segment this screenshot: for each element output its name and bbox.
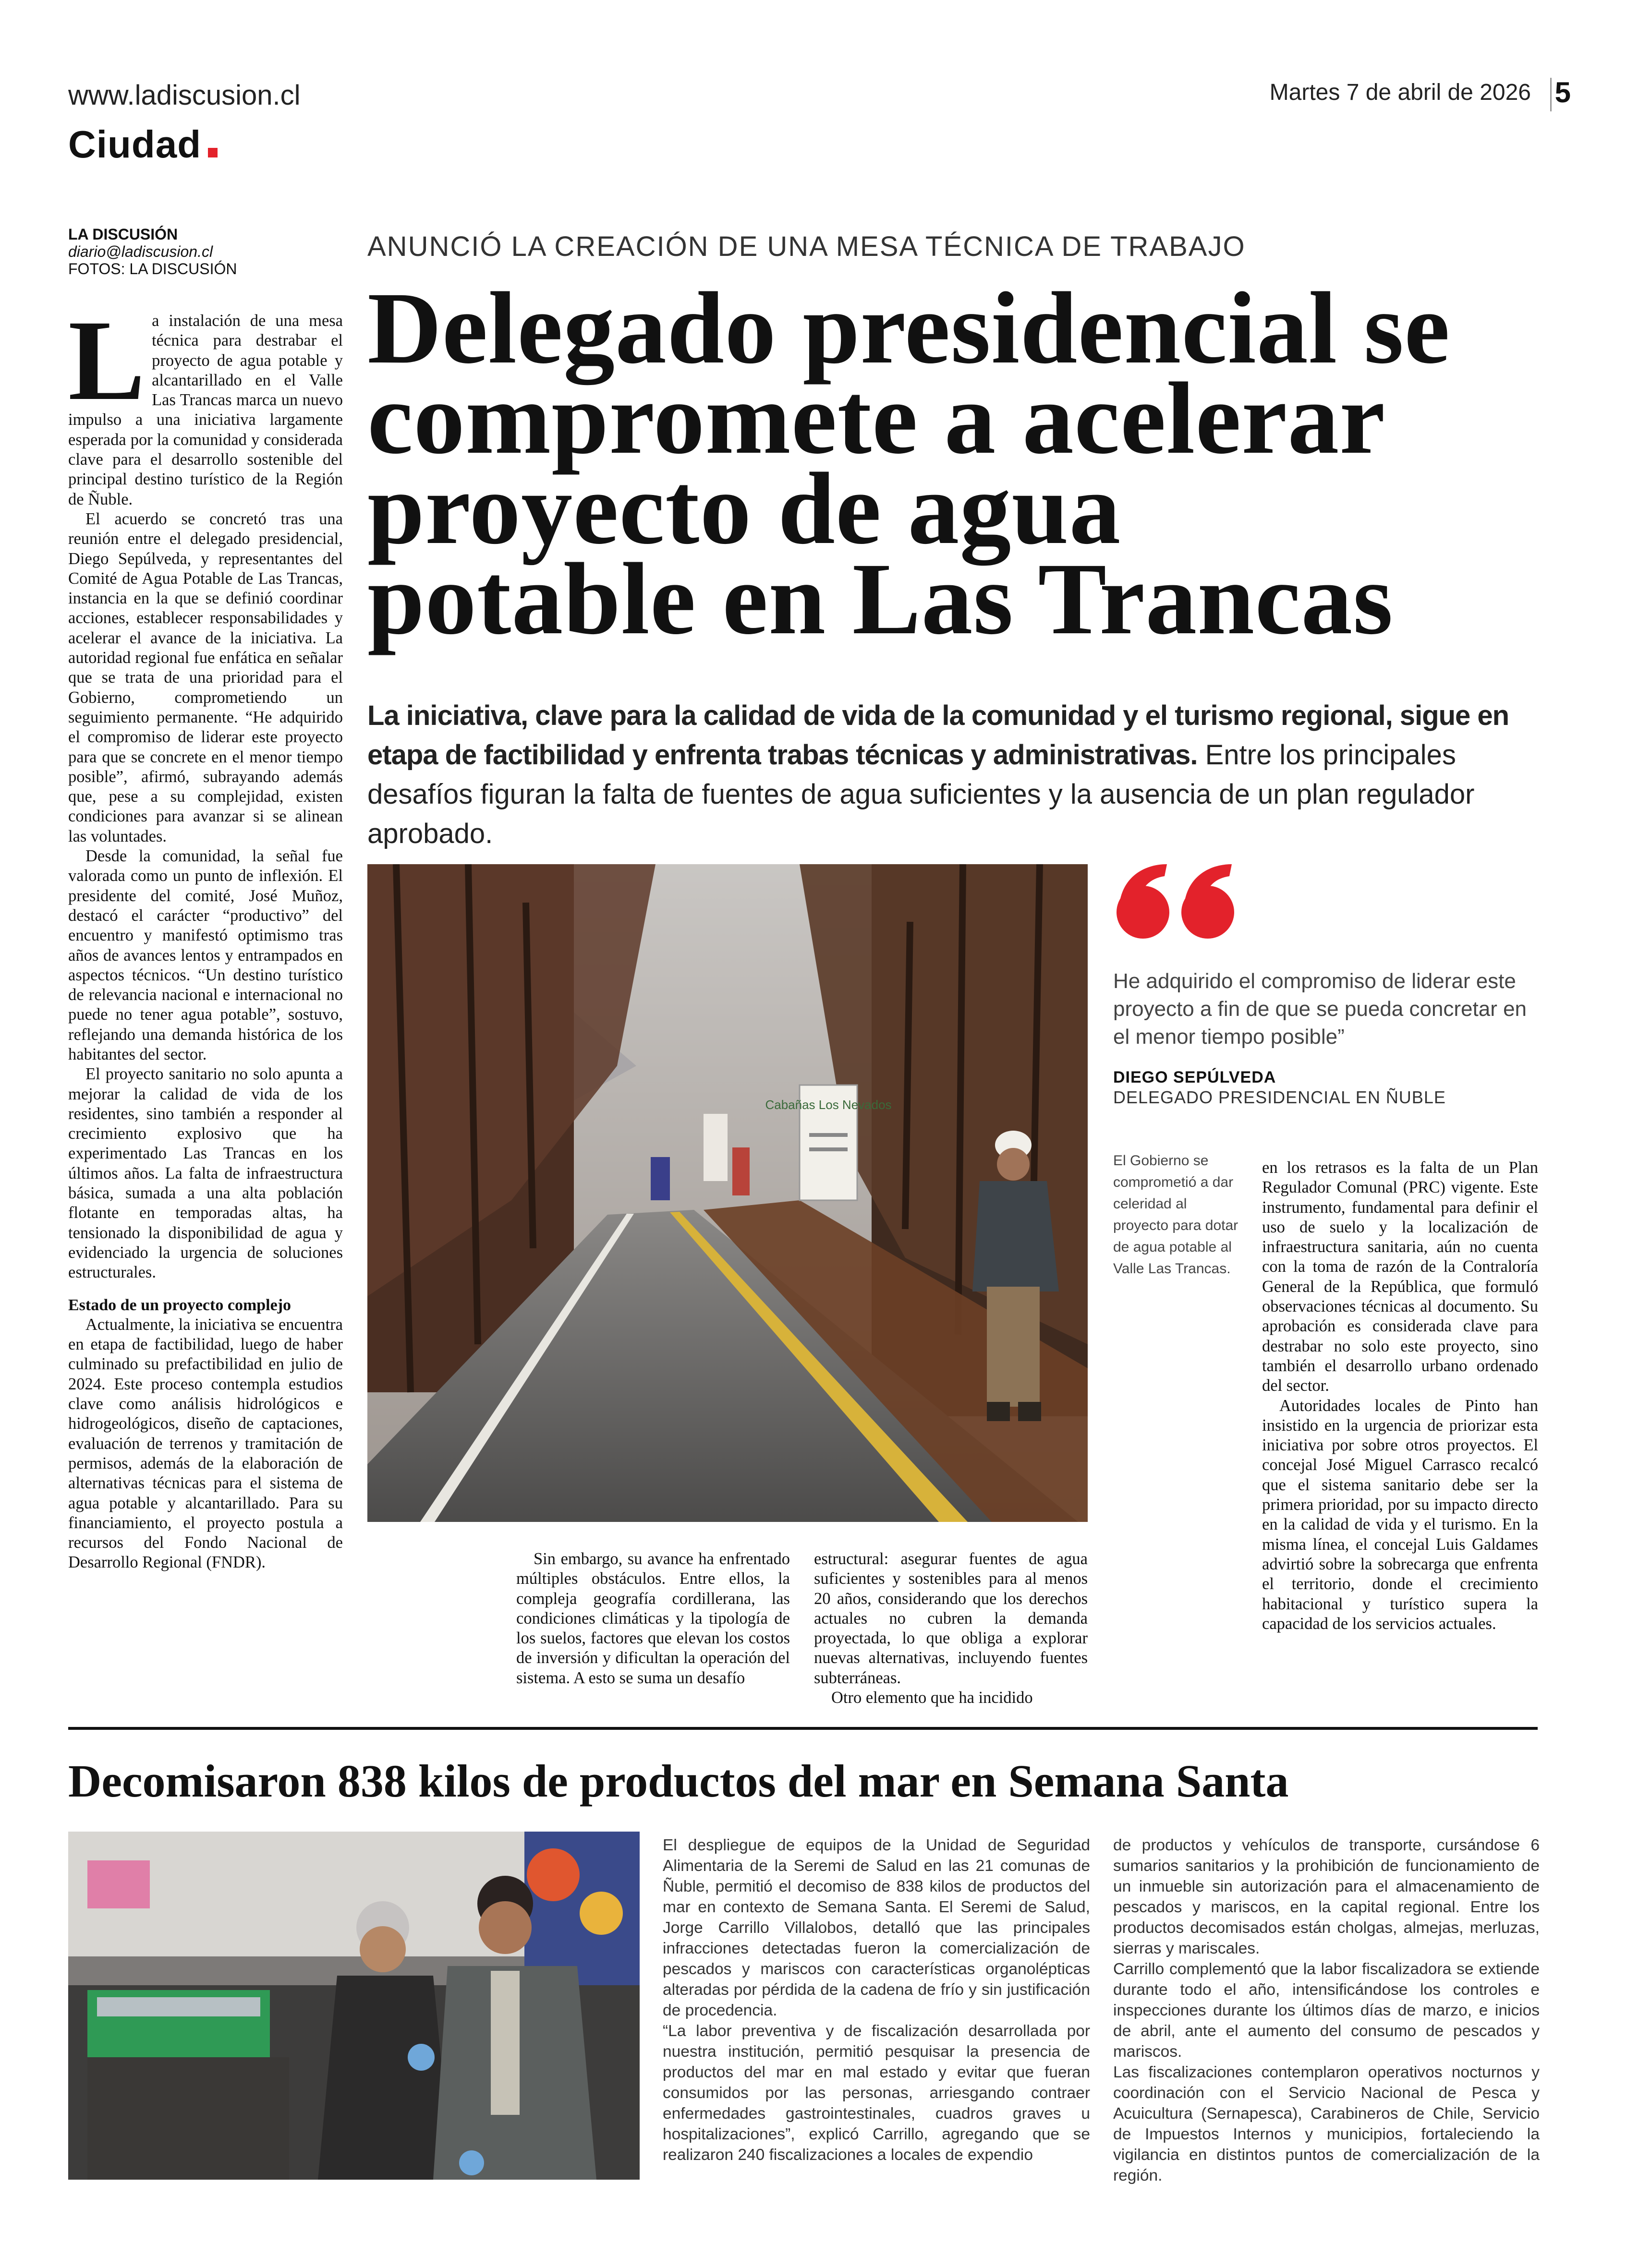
main-headline [367, 271, 1544, 656]
issue-date: Martes 7 de abril de 2026 [1269, 80, 1531, 105]
page-separator [1550, 78, 1552, 111]
headline-line: potable en Las Trancas [367, 542, 1394, 656]
quote-author: DIEGO SEPÚLVEDA [1113, 1068, 1276, 1086]
site-url[interactable]: www.ladiscusion.cl [68, 80, 301, 111]
article-column-3 [814, 1549, 1088, 1708]
page-number: 5 [1554, 76, 1571, 109]
paragraph: Actualmente, la iniciativa se encuentra en etapa de factibilidad, luego de haber culminado su prefactibilidad en julio de 2024. Este proceso contempla estudios clave como análisis hidrológicos e hidrogeológicos, diseño de captaciones, evaluación de terrenos y tramitación de permisos, además de la elaboración de alternativas técnicas para el sistema de agua potable y alcantarillado. Para su financiamiento, el proyecto postula a recursos del Fondo Nacional de Desarrollo Regional (FNDR). [68, 1315, 343, 1572]
paragraph: a instalación de una mesa técnica para destrabar el proyecto de agua potable y alcantarillado en el Valle Las Trancas marca un nuevo impulso a una iniciativa largamente esperada por la comunidad y considerada clave para el desarrollo sostenible del principal destino turístico de la Región de Ñuble. [68, 312, 343, 508]
main-photo [367, 864, 1088, 1522]
paragraph: Las fiscalizaciones contemplaron operativos nocturnos y coordinación con el Servicio Nacional de Pesca y Acuicultura (Sernapesca), Carabineros de Chile, Servicio de Impuestos Internos y municipios, fortaleciendo la vigilancia en distintos puntos de comercialización de la región. [1113, 2063, 1540, 2184]
paragraph: estructural: asegurar fuentes de agua suficientes y sostenibles para al menos 20 años, considerando que los derechos actuales no cubren la demanda proyectada, lo que obliga a explorar nuevas alternativas, incluyendo fuentes subterráneas. [814, 1550, 1088, 1687]
sign-text: Cabañas Los Nevados [765, 1098, 892, 1112]
paragraph: Otro elemento que ha incidido [831, 1689, 1033, 1707]
inspection-photo-illustration [68, 1832, 640, 2180]
paragraph: El proyecto sanitario no solo apunta a mejorar la calidad de vida de los residentes, sino también a responder al crecimiento explosivo que ha experimentado Las Trancas en los últimos años. La falta de infraestructura básica, sumada a una alta población flotante en temporadas altas, ha tensionado la disponibilidad de agua y evidenciado la urgencia de soluciones estructurales. [68, 1065, 343, 1282]
paragraph: en los retrasos es la falta de un Plan Regulador Comunal (PRC) vigente. Este instrumento, fundamental para definir el uso de suelo y la localización de infraestructura sanitaria, aún no cuenta con la toma de razón de la Contraloría General de la República, que formuló observaciones técnicas al documento. Su aprobación es considerada clave para destrabar no solo este proyecto, sino también el desarrollo urbano ordenado del sector. [1262, 1158, 1538, 1395]
second-article-column-2 [1113, 1835, 1540, 2186]
dropcap: L [68, 296, 146, 424]
section-label: Ciudad [68, 123, 202, 166]
section-rule [68, 1727, 1538, 1730]
paragraph: “La labor preventiva y de fiscalización desarrollada por nuestra institución, permitió pesquisar la presencia de productos del mar en mal estado y evitar que fueran consumidos por las personas, arriesgando contraer enfermedades gastrointestinales, cuadros graves u hospitalizaciones”, explicó Carrillo, agregando que se realizaron 240 fiscalizaciones a locales de expendio [663, 2022, 1090, 2164]
paragraph: de productos y vehículos de transporte, cursándose 6 sumarios sanitarios y la prohibición de funcionamiento de un inmueble sin autorización para el almacenamiento de pescados y mariscos, en la capital regional. Entre los productos decomisados están cholgas, almejas, merluzas, sierras y mariscales. [1113, 1836, 1540, 1957]
subhead-rest: Entre los principales desafíos figuran la falta de fuentes de agua suficientes y la ausencia de un plan regulador aprobado. [367, 739, 1475, 849]
section-title [68, 122, 218, 167]
article-column-4 [1262, 1158, 1538, 1634]
byline [68, 226, 308, 277]
byline-photos: FOTOS: LA DISCUSIÓN [68, 260, 237, 277]
pull-quote: He adquirido el compromiso de liderar este proyecto a fin de que se pueda concretar en el menor tiempo posible” [1113, 969, 1527, 1049]
paragraph: Carrillo complementó que la labor fiscalizadora se extiende durante todo el año, intensificándose los controles e inspecciones durante los últimos días de marzo, e inicios de abril, ante el aumento del consumo de pescados y mariscos. [1113, 1960, 1540, 2061]
byline-outlet: LA DISCUSIÓN [68, 226, 178, 243]
kicker: ANUNCIÓ LA CREACIÓN DE UNA MESA TÉCNICA DE TRABAJO [367, 231, 1246, 262]
article-column-2 [516, 1549, 790, 1688]
paragraph: Autoridades locales de Pinto han insistido en la urgencia de priorizar esta iniciativa por sobre otros proyectos. El concejal José Miguel Carrasco recalcó que el sistema sanitario debe ser la primera prioridad, por su impacto directo en la calidad de vida y el turismo. En la misma línea, el concejal Luis Galdames advirtió sobre la sobrecarga que enfrenta el territorio, donde el crecimiento habitacional y turístico supera la capacidad de los servicios actuales. [1262, 1396, 1538, 1633]
article-column-1 [68, 296, 343, 1573]
paragraph: Sin embargo, su avance ha enfrentado múltiples obstáculos. Entre ellos, la compleja geografía cordillerana, las condiciones climáticas y la tipología de los suelos, factores que elevan los costos de inversión y dificultan la operación del sistema. A esto se suma un desafío [516, 1550, 790, 1687]
paragraph: El acuerdo se concretó tras una reunión entre el delegado presidencial, Diego Sepúlveda, y representantes del Comité de Agua Potable de Las Trancas, instancia en la que se definió coordinar acciones, establecer responsabilidades y acelerar el avance de la iniciativa. La autoridad regional fue enfática en señalar que se trata de una prioridad para el Gobierno, comprometiendo un seguimiento permanente. “He adquirido el compromiso de liderar este proyecto para que se concrete en el menor tiempo posible”, afirmó, subrayando además que, pese a su complejidad, existen condiciones para avanzar si se alinean las voluntades. [68, 509, 343, 845]
photo-caption: El Gobierno se comprometió a dar celeridad al proyecto para dotar de agua potable al Valle Las Trancas. [1113, 1153, 1238, 1277]
quote-role: DELEGADO PRESIDENCIAL EN ÑUBLE [1113, 1087, 1446, 1107]
second-article-column-1 [663, 1835, 1090, 2165]
paragraph: Desde la comunidad, la señal fue valorada como un punto de inflexión. El presidente del comité, José Muñoz, destacó el carácter “productivo” del encuentro y manifestó optimismo tras años de avances lentos y entrampados en aspectos técnicos. “Un destino turístico de relevancia nacional e internacional no puede no tener agua potable”, sostuvo, reflejando una demanda histórica de los habitantes del sector. [68, 847, 343, 1063]
paragraph: El despliegue de equipos de la Unidad de Seguridad Alimentaria de la Seremi de Salud en las 21 comunas de Ñuble, permitió el decomiso de 838 kilos de productos del mar en contexto de Semana Santa. El Seremi de Salud, Jorge Carrillo Villalobos, detalló que las principales infracciones detectadas fueron la comercialización de pescados y mariscos con características organolépticas alteradas por pérdida de la cadena de frío y sin justificación de procedencia. [663, 1836, 1090, 2019]
road-photo-illustration [367, 864, 1088, 1522]
subhead [367, 696, 1539, 854]
headline-line: compromete a acelerar [367, 362, 1386, 475]
quote-marks-icon [1109, 859, 1244, 943]
headline-line: Delegado presidencial se [367, 271, 1451, 385]
section-dot-icon [208, 148, 218, 157]
subhead-bold: La iniciativa, clave para la calidad de vida de la comunidad y el turismo regional, sigue en etapa de factibilidad y enfrenta trabas técnicas y administrativas. [367, 700, 1509, 771]
byline-email[interactable]: diario@ladiscusion.cl [68, 243, 213, 260]
headline-line: proyecto de agua [367, 452, 1121, 566]
second-headline: Decomisaron 838 kilos de productos del mar en Semana Santa [68, 1755, 1289, 1807]
article-subtitle: Estado de un proyecto complejo [68, 1296, 291, 1314]
second-photo [68, 1832, 640, 2180]
